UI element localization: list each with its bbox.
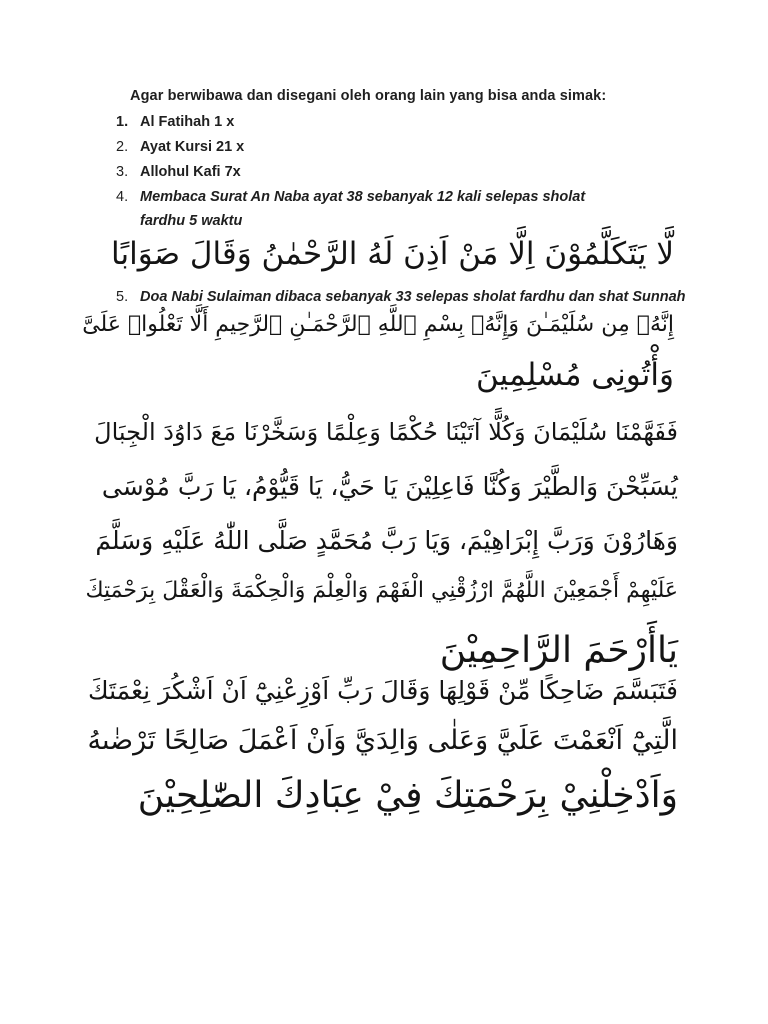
list-item-3 [116, 163, 241, 181]
arabic-doa-line: عَلَيْهِمْ أَجْمَعِيْنَ اللَّهُمَّ ارْزُقْنِي الْفَهْمَ وَالْعِلْمَ وَالْحِكْمَةَ وَالْعَقْلَ بِرَحْمَتِكَ [85, 578, 678, 603]
list-text: Al Fatihah 1 x [140, 114, 235, 130]
list-number: 5. [116, 289, 129, 305]
arabic-naml-line: وَاَدْخِلْنِيْ بِرَحْمَتِكَ فِيْ عِبَادِكَ الصّٰلِحِيْنَ [137, 775, 678, 816]
arabic-naml-line: الَّتِيْٓ اَنْعَمْتَ عَلَيَّ وَعَلٰى وَالِدَيَّ وَاَنْ اَعْمَلَ صَالِحًا تَرْضٰىهُ [87, 725, 678, 756]
list-number: 2. [116, 139, 129, 155]
list-item-4 [116, 188, 585, 206]
list-text: Membaca Surat An Naba ayat 38 sebanyak 12 kali selepas sholat [140, 189, 586, 205]
list-item-4-continuation: fardhu 5 waktu [140, 213, 243, 229]
intro-text: Agar berwibawa dan disegani oleh orang lain yang bisa anda simak: [130, 88, 607, 104]
list-item-2 [116, 138, 244, 156]
list-number: 3. [116, 164, 129, 180]
list-text: Allohul Kafi 7x [140, 164, 241, 180]
list-item-1 [116, 113, 234, 131]
arabic-doa-line: يَاأَرْحَمَ الرَّاحِمِيْنَ [439, 630, 678, 671]
arabic-sulaiman-line-2: وَأْتُونِى مُسْلِمِينَ [476, 357, 674, 393]
list-item-5 [116, 288, 686, 306]
list-number: 4. [116, 189, 129, 205]
list-text: Ayat Kursi 21 x [140, 139, 245, 155]
arabic-sulaiman-line-1: إِنَّهُۥ مِن سُلَيْمَـٰنَ وَإِنَّهُۥ بِسْمِ ٱللَّهِ ٱلرَّحْمَـٰنِ ٱلرَّحِيمِ أَلَّا تَعْلُوا۟ عَلَىَّ [82, 312, 674, 337]
arabic-doa-line: فَفَهَّمْنَا سُلَيْمَانَ وَكُلًّا آتَيْنَا حُكْمًا وَعِلْمًا وَسَخَّرْنَا مَعَ دَاوُدَ الْجِبَالَ [94, 418, 678, 446]
arabic-doa-line: يُسَبِّحْنَ وَالطَّيْرَ وَكُنَّا فَاعِلِيْنَ يَا حَيُّ، يَا قَيُّوْمُ، يَا رَبَّ مُوْسَى [101, 472, 678, 501]
arabic-naba-verse: لَّا يَتَكَلَّمُوْنَ اِلَّا مَنْ اَذِنَ لَهُ الرَّحْمٰنُ وَقَالَ صَوَابًا [111, 236, 674, 272]
list-text: Doa Nabi Sulaiman dibaca sebanyak 33 selepas sholat fardhu dan shat Sunnah [140, 289, 686, 305]
arabic-doa-line: وَهَارُوْنَ وَرَبَّ إِبْرَاهِيْمَ، وَيَا رَبَّ مُحَمَّدٍ صَلَّى اللّٰهُ عَلَيْهِ وَسَلَّمَ [95, 526, 678, 555]
arabic-naml-line: فَتَبَسَّمَ ضَاحِكًا مِّنْ قَوْلِهَا وَقَالَ رَبِّ اَوْزِعْنِيْٓ اَنْ اَشْكُرَ نِعْمَتَكَ [88, 676, 678, 705]
list-number: 1. [116, 114, 129, 130]
